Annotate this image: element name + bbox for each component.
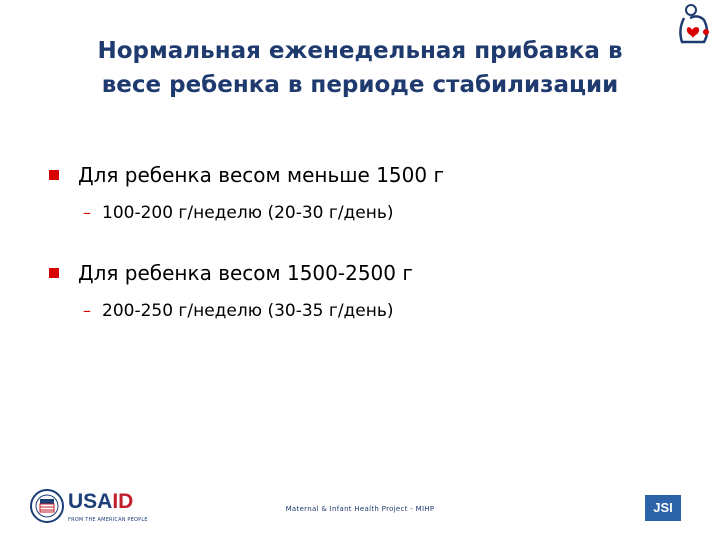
dash-bullet-icon: –	[83, 203, 91, 222]
bullet-item	[45, 258, 685, 288]
slide-title	[40, 34, 680, 102]
usaid-wordmark-blue: USA	[68, 490, 113, 513]
bullet-item	[45, 160, 685, 190]
sub-bullet-text: 100-200 г/неделю (20-30 г/день)	[102, 203, 394, 223]
sub-bullet-text: 200-250 г/неделю (30-35 г/день)	[102, 301, 394, 321]
usaid-tagline: FROM THE AMERICAN PEOPLE	[68, 517, 148, 523]
square-bullet-icon	[49, 170, 59, 180]
square-bullet-icon	[49, 268, 59, 278]
sub-bullet-item	[45, 200, 685, 226]
bullet-list	[45, 160, 685, 324]
usaid-wordmark-red: ID	[112, 490, 134, 513]
title-line-2: весе ребенка в периоде стабилизации	[101, 72, 619, 98]
dash-bullet-icon: –	[83, 301, 91, 320]
bullet-text: Для ребенка весом меньше 1500 г	[78, 163, 444, 187]
jsi-logo: JSI	[645, 495, 681, 521]
footer-project-name: Maternal & Infant Health Project - MIHP	[285, 505, 435, 513]
bullet-text: Для ребенка весом 1500-2500 г	[78, 261, 413, 285]
title-line-1: Нормальная еженедельная прибавка в	[97, 38, 623, 64]
mother-child-logo-icon	[674, 2, 714, 48]
sub-bullet-item	[45, 298, 685, 324]
